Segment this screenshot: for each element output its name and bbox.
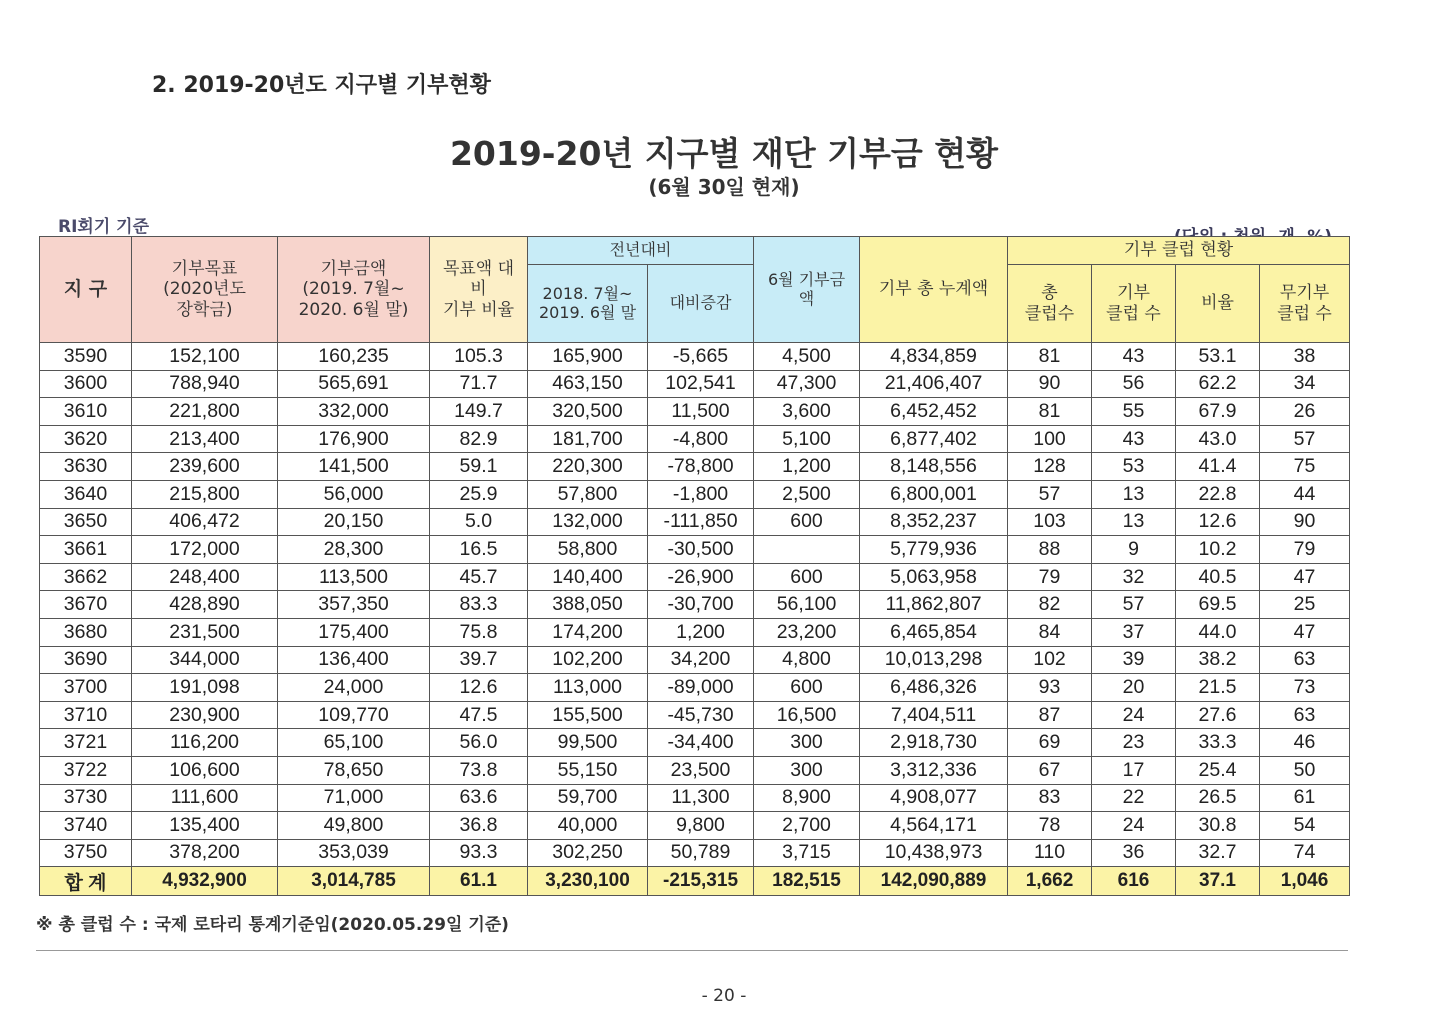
cell-cumulative: 10,438,973: [860, 839, 1008, 867]
table-row: [40, 812, 1350, 840]
cell-club-ratio: 37.1: [1176, 867, 1260, 896]
cell-district: 3700: [40, 674, 132, 702]
cell-district: 3690: [40, 646, 132, 674]
table-row: [40, 425, 1350, 453]
cell-cumulative: 10,013,298: [860, 646, 1008, 674]
cell-ratio: 82.9: [430, 425, 528, 453]
cell-amount: 136,400: [278, 646, 430, 674]
cell-cumulative: 11,862,807: [860, 591, 1008, 619]
table-row: [40, 343, 1350, 371]
basis-note: RI회기 기준: [58, 217, 150, 237]
cell-club-ratio: 53.1: [1176, 343, 1260, 371]
cell-non-donor-clubs: 73: [1260, 674, 1350, 702]
cell-club-ratio: 22.8: [1176, 480, 1260, 508]
cell-non-donor-clubs: 79: [1260, 536, 1350, 564]
cell-prev-amount: 57,800: [528, 480, 648, 508]
cell-ratio: 16.5: [430, 536, 528, 564]
header-june: 6월 기부금 액: [754, 237, 860, 343]
cell-goal: 135,400: [132, 812, 278, 840]
cell-total-clubs: 128: [1008, 453, 1092, 481]
cell-prev-change: 11,300: [648, 784, 754, 812]
cell-cumulative: 4,834,859: [860, 343, 1008, 371]
header-ratio: 목표액 대 비 기부 비율: [430, 237, 528, 343]
cell-ratio: 73.8: [430, 756, 528, 784]
cell-total-clubs: 79: [1008, 563, 1092, 591]
cell-amount: 78,650: [278, 756, 430, 784]
table-row: [40, 453, 1350, 481]
cell-amount: 175,400: [278, 618, 430, 646]
cell-total-clubs: 67: [1008, 756, 1092, 784]
cell-june: 56,100: [754, 591, 860, 619]
header-non-donor-clubs: 무기부 클럽 수: [1260, 265, 1350, 343]
cell-donor-clubs: 23: [1092, 729, 1176, 757]
cell-district: 3630: [40, 453, 132, 481]
divider: [36, 950, 1348, 951]
cell-district: 3590: [40, 343, 132, 371]
cell-prev-amount: 181,700: [528, 425, 648, 453]
cell-amount: 113,500: [278, 563, 430, 591]
cell-donor-clubs: 24: [1092, 812, 1176, 840]
cell-club-ratio: 25.4: [1176, 756, 1260, 784]
table-row: [40, 480, 1350, 508]
cell-donor-clubs: 22: [1092, 784, 1176, 812]
cell-cumulative: 4,908,077: [860, 784, 1008, 812]
cell-prev-amount: 58,800: [528, 536, 648, 564]
cell-cumulative: 6,877,402: [860, 425, 1008, 453]
cell-prev-amount: 140,400: [528, 563, 648, 591]
cell-ratio: 71.7: [430, 370, 528, 398]
table-row: [40, 536, 1350, 564]
donation-table: [39, 236, 1350, 896]
cell-cumulative: 2,918,730: [860, 729, 1008, 757]
cell-district: 3670: [40, 591, 132, 619]
header-prev-year-group: 전년대비: [528, 237, 754, 265]
cell-club-ratio: 10.2: [1176, 536, 1260, 564]
cell-goal: 4,932,900: [132, 867, 278, 896]
cell-prev-change: -89,000: [648, 674, 754, 702]
cell-goal: 248,400: [132, 563, 278, 591]
table-row: [40, 756, 1350, 784]
cell-cumulative: 6,800,001: [860, 480, 1008, 508]
header-prev-change: 대비증감: [648, 265, 754, 343]
cell-june: 300: [754, 729, 860, 757]
cell-ratio: 36.8: [430, 812, 528, 840]
cell-goal: 191,098: [132, 674, 278, 702]
cell-non-donor-clubs: 74: [1260, 839, 1350, 867]
cell-club-ratio: 26.5: [1176, 784, 1260, 812]
cell-prev-amount: 165,900: [528, 343, 648, 371]
cell-cumulative: 5,063,958: [860, 563, 1008, 591]
cell-june: 47,300: [754, 370, 860, 398]
footnote: ※ 총 클럽 수 : 국제 로타리 통계기준임(2020.05.29일 기준): [36, 915, 509, 935]
cell-goal: 788,940: [132, 370, 278, 398]
cell-prev-change: -1,800: [648, 480, 754, 508]
cell-ratio: 59.1: [430, 453, 528, 481]
cell-cumulative: 8,148,556: [860, 453, 1008, 481]
cell-non-donor-clubs: 26: [1260, 398, 1350, 426]
table-row: [40, 784, 1350, 812]
cell-june: 5,100: [754, 425, 860, 453]
cell-club-ratio: 67.9: [1176, 398, 1260, 426]
header-amount-title: 기부금액: [320, 259, 387, 280]
cell-non-donor-clubs: 38: [1260, 343, 1350, 371]
cell-non-donor-clubs: 47: [1260, 563, 1350, 591]
cell-total-clubs: 93: [1008, 674, 1092, 702]
cell-district: 3610: [40, 398, 132, 426]
header-amount-period: (2019. 7월~ 2020. 6월 말): [298, 279, 409, 320]
cell-ratio: 105.3: [430, 343, 528, 371]
cell-total-clubs: 100: [1008, 425, 1092, 453]
table-row: [40, 591, 1350, 619]
cell-june: 600: [754, 674, 860, 702]
cell-prev-change: -34,400: [648, 729, 754, 757]
cell-non-donor-clubs: 47: [1260, 618, 1350, 646]
cell-district: 3662: [40, 563, 132, 591]
cell-june: 2,500: [754, 480, 860, 508]
cell-donor-clubs: 37: [1092, 618, 1176, 646]
cell-total-clubs: 102: [1008, 646, 1092, 674]
cell-cumulative: 8,352,237: [860, 508, 1008, 536]
cell-goal: 111,600: [132, 784, 278, 812]
cell-club-ratio: 33.3: [1176, 729, 1260, 757]
cell-club-ratio: 30.8: [1176, 812, 1260, 840]
header-amount: [278, 237, 430, 343]
cell-club-ratio: 21.5: [1176, 674, 1260, 702]
cell-june: 8,900: [754, 784, 860, 812]
page-title: 2019-20년 지구별 재단 기부금 현황: [449, 134, 999, 173]
cell-goal: 106,600: [132, 756, 278, 784]
cell-non-donor-clubs: 57: [1260, 425, 1350, 453]
section-heading: 2. 2019-20년도 지구별 기부현황: [152, 73, 491, 98]
cell-june: 4,500: [754, 343, 860, 371]
cell-non-donor-clubs: 54: [1260, 812, 1350, 840]
cell-donor-clubs: 55: [1092, 398, 1176, 426]
cell-prev-change: -78,800: [648, 453, 754, 481]
cell-prev-amount: 220,300: [528, 453, 648, 481]
cell-ratio: 47.5: [430, 701, 528, 729]
cell-june: 3,600: [754, 398, 860, 426]
table-row: [40, 398, 1350, 426]
cell-ratio: 5.0: [430, 508, 528, 536]
cell-prev-change: 11,500: [648, 398, 754, 426]
cell-amount: 357,350: [278, 591, 430, 619]
cell-amount: 109,770: [278, 701, 430, 729]
cell-total-clubs: 90: [1008, 370, 1092, 398]
cell-district: 3710: [40, 701, 132, 729]
cell-june: 600: [754, 508, 860, 536]
cell-non-donor-clubs: 1,046: [1260, 867, 1350, 896]
cell-non-donor-clubs: 50: [1260, 756, 1350, 784]
table-row: [40, 839, 1350, 867]
cell-district: 3620: [40, 425, 132, 453]
cell-club-ratio: 43.0: [1176, 425, 1260, 453]
page-number: - 20 -: [701, 986, 747, 1006]
cell-cumulative: 6,465,854: [860, 618, 1008, 646]
cell-prev-change: -26,900: [648, 563, 754, 591]
cell-total-clubs: 57: [1008, 480, 1092, 508]
cell-prev-amount: 102,200: [528, 646, 648, 674]
cell-non-donor-clubs: 63: [1260, 646, 1350, 674]
cell-ratio: 56.0: [430, 729, 528, 757]
table-body: [40, 343, 1350, 896]
cell-total-clubs: 81: [1008, 398, 1092, 426]
cell-total-clubs: 88: [1008, 536, 1092, 564]
table-row: [40, 618, 1350, 646]
cell-goal: 172,000: [132, 536, 278, 564]
cell-district: 3722: [40, 756, 132, 784]
cell-ratio: 25.9: [430, 480, 528, 508]
cell-june: 16,500: [754, 701, 860, 729]
cell-donor-clubs: 53: [1092, 453, 1176, 481]
cell-prev-change: 23,500: [648, 756, 754, 784]
cell-amount: 49,800: [278, 812, 430, 840]
cell-prev-change: 50,789: [648, 839, 754, 867]
cell-amount: 20,150: [278, 508, 430, 536]
cell-donor-clubs: 32: [1092, 563, 1176, 591]
cell-prev-change: 34,200: [648, 646, 754, 674]
cell-goal: 378,200: [132, 839, 278, 867]
cell-district: 합 계: [40, 867, 132, 896]
cell-amount: 160,235: [278, 343, 430, 371]
cell-club-ratio: 41.4: [1176, 453, 1260, 481]
cell-amount: 353,039: [278, 839, 430, 867]
cell-prev-change: 102,541: [648, 370, 754, 398]
cell-district: 3680: [40, 618, 132, 646]
cell-total-clubs: 110: [1008, 839, 1092, 867]
cell-prev-change: 9,800: [648, 812, 754, 840]
cell-cumulative: 7,404,511: [860, 701, 1008, 729]
cell-ratio: 83.3: [430, 591, 528, 619]
cell-amount: 56,000: [278, 480, 430, 508]
cell-non-donor-clubs: 63: [1260, 701, 1350, 729]
cell-ratio: 12.6: [430, 674, 528, 702]
cell-cumulative: 142,090,889: [860, 867, 1008, 896]
cell-prev-amount: 59,700: [528, 784, 648, 812]
cell-amount: 71,000: [278, 784, 430, 812]
table-row: [40, 563, 1350, 591]
cell-ratio: 45.7: [430, 563, 528, 591]
cell-goal: 239,600: [132, 453, 278, 481]
cell-prev-change: -30,500: [648, 536, 754, 564]
header-donor-clubs: 기부 클럽 수: [1092, 265, 1176, 343]
cell-cumulative: 4,564,171: [860, 812, 1008, 840]
cell-ratio: 149.7: [430, 398, 528, 426]
cell-prev-change: -111,850: [648, 508, 754, 536]
cell-district: 3730: [40, 784, 132, 812]
cell-donor-clubs: 43: [1092, 343, 1176, 371]
cell-prev-amount: 302,250: [528, 839, 648, 867]
cell-club-ratio: 40.5: [1176, 563, 1260, 591]
cell-club-ratio: 38.2: [1176, 646, 1260, 674]
cell-goal: 230,900: [132, 701, 278, 729]
cell-june: 182,515: [754, 867, 860, 896]
cell-amount: 28,300: [278, 536, 430, 564]
cell-prev-change: -45,730: [648, 701, 754, 729]
cell-donor-clubs: 616: [1092, 867, 1176, 896]
cell-goal: 406,472: [132, 508, 278, 536]
cell-prev-amount: 113,000: [528, 674, 648, 702]
cell-district: 3640: [40, 480, 132, 508]
cell-ratio: 93.3: [430, 839, 528, 867]
cell-goal: 231,500: [132, 618, 278, 646]
header-total-clubs: 총 클럽수: [1008, 265, 1092, 343]
cell-goal: 215,800: [132, 480, 278, 508]
cell-club-ratio: 12.6: [1176, 508, 1260, 536]
table-row: [40, 646, 1350, 674]
cell-total-clubs: 83: [1008, 784, 1092, 812]
cell-june: 1,200: [754, 453, 860, 481]
cell-cumulative: 5,779,936: [860, 536, 1008, 564]
cell-amount: 3,014,785: [278, 867, 430, 896]
total-row: [40, 867, 1350, 896]
cell-june: 300: [754, 756, 860, 784]
header-goal: 기부목표 (2020년도 장학금): [132, 237, 278, 343]
cell-prev-amount: 3,230,100: [528, 867, 648, 896]
cell-club-ratio: 62.2: [1176, 370, 1260, 398]
cell-amount: 24,000: [278, 674, 430, 702]
cell-non-donor-clubs: 46: [1260, 729, 1350, 757]
cell-district: 3661: [40, 536, 132, 564]
cell-donor-clubs: 9: [1092, 536, 1176, 564]
header-club-ratio: 비율: [1176, 265, 1260, 343]
cell-club-ratio: 69.5: [1176, 591, 1260, 619]
cell-prev-change: -5,665: [648, 343, 754, 371]
header-prev-amount: 2018. 7월~ 2019. 6월 말: [528, 265, 648, 343]
table-row: [40, 508, 1350, 536]
cell-district: 3750: [40, 839, 132, 867]
cell-donor-clubs: 24: [1092, 701, 1176, 729]
header-cumulative: 기부 총 누계액: [860, 237, 1008, 343]
cell-non-donor-clubs: 34: [1260, 370, 1350, 398]
cell-total-clubs: 103: [1008, 508, 1092, 536]
cell-non-donor-clubs: 75: [1260, 453, 1350, 481]
cell-cumulative: 3,312,336: [860, 756, 1008, 784]
cell-goal: 221,800: [132, 398, 278, 426]
cell-amount: 565,691: [278, 370, 430, 398]
cell-june: 23,200: [754, 618, 860, 646]
cell-ratio: 61.1: [430, 867, 528, 896]
cell-amount: 141,500: [278, 453, 430, 481]
cell-cumulative: 6,486,326: [860, 674, 1008, 702]
cell-goal: 116,200: [132, 729, 278, 757]
cell-prev-change: 1,200: [648, 618, 754, 646]
cell-club-ratio: 27.6: [1176, 701, 1260, 729]
cell-donor-clubs: 56: [1092, 370, 1176, 398]
cell-prev-amount: 320,500: [528, 398, 648, 426]
cell-prev-amount: 132,000: [528, 508, 648, 536]
cell-prev-amount: 55,150: [528, 756, 648, 784]
cell-amount: 176,900: [278, 425, 430, 453]
table-row: [40, 674, 1350, 702]
cell-district: 3721: [40, 729, 132, 757]
cell-district: 3600: [40, 370, 132, 398]
cell-prev-amount: 155,500: [528, 701, 648, 729]
cell-total-clubs: 1,662: [1008, 867, 1092, 896]
cell-club-ratio: 44.0: [1176, 618, 1260, 646]
cell-total-clubs: 87: [1008, 701, 1092, 729]
cell-goal: 152,100: [132, 343, 278, 371]
cell-total-clubs: 82: [1008, 591, 1092, 619]
header-club-group: 기부 클럽 현황: [1008, 237, 1350, 265]
cell-ratio: 39.7: [430, 646, 528, 674]
cell-prev-change: -215,315: [648, 867, 754, 896]
cell-prev-amount: 174,200: [528, 618, 648, 646]
cell-donor-clubs: 36: [1092, 839, 1176, 867]
cell-total-clubs: 81: [1008, 343, 1092, 371]
cell-non-donor-clubs: 44: [1260, 480, 1350, 508]
cell-cumulative: 6,452,452: [860, 398, 1008, 426]
cell-goal: 213,400: [132, 425, 278, 453]
cell-donor-clubs: 17: [1092, 756, 1176, 784]
cell-prev-change: -4,800: [648, 425, 754, 453]
page-subtitle: (6월 30일 현재): [648, 175, 800, 199]
cell-prev-amount: 463,150: [528, 370, 648, 398]
cell-ratio: 75.8: [430, 618, 528, 646]
cell-total-clubs: 69: [1008, 729, 1092, 757]
cell-prev-change: -30,700: [648, 591, 754, 619]
header-district: 지 구: [40, 237, 132, 343]
cell-june: 4,800: [754, 646, 860, 674]
table-row: [40, 370, 1350, 398]
cell-amount: 65,100: [278, 729, 430, 757]
cell-prev-amount: 388,050: [528, 591, 648, 619]
cell-june: 600: [754, 563, 860, 591]
cell-prev-amount: 40,000: [528, 812, 648, 840]
table-row: [40, 729, 1350, 757]
cell-district: 3740: [40, 812, 132, 840]
cell-prev-amount: 99,500: [528, 729, 648, 757]
cell-june: 2,700: [754, 812, 860, 840]
cell-june: [754, 536, 860, 564]
cell-donor-clubs: 43: [1092, 425, 1176, 453]
cell-donor-clubs: 13: [1092, 480, 1176, 508]
cell-donor-clubs: 57: [1092, 591, 1176, 619]
cell-donor-clubs: 39: [1092, 646, 1176, 674]
cell-goal: 344,000: [132, 646, 278, 674]
cell-club-ratio: 32.7: [1176, 839, 1260, 867]
cell-total-clubs: 84: [1008, 618, 1092, 646]
cell-non-donor-clubs: 61: [1260, 784, 1350, 812]
cell-goal: 428,890: [132, 591, 278, 619]
cell-donor-clubs: 20: [1092, 674, 1176, 702]
cell-june: 3,715: [754, 839, 860, 867]
cell-total-clubs: 78: [1008, 812, 1092, 840]
cell-cumulative: 21,406,407: [860, 370, 1008, 398]
cell-non-donor-clubs: 90: [1260, 508, 1350, 536]
cell-ratio: 63.6: [430, 784, 528, 812]
cell-amount: 332,000: [278, 398, 430, 426]
cell-non-donor-clubs: 25: [1260, 591, 1350, 619]
cell-donor-clubs: 13: [1092, 508, 1176, 536]
table-row: [40, 701, 1350, 729]
cell-district: 3650: [40, 508, 132, 536]
